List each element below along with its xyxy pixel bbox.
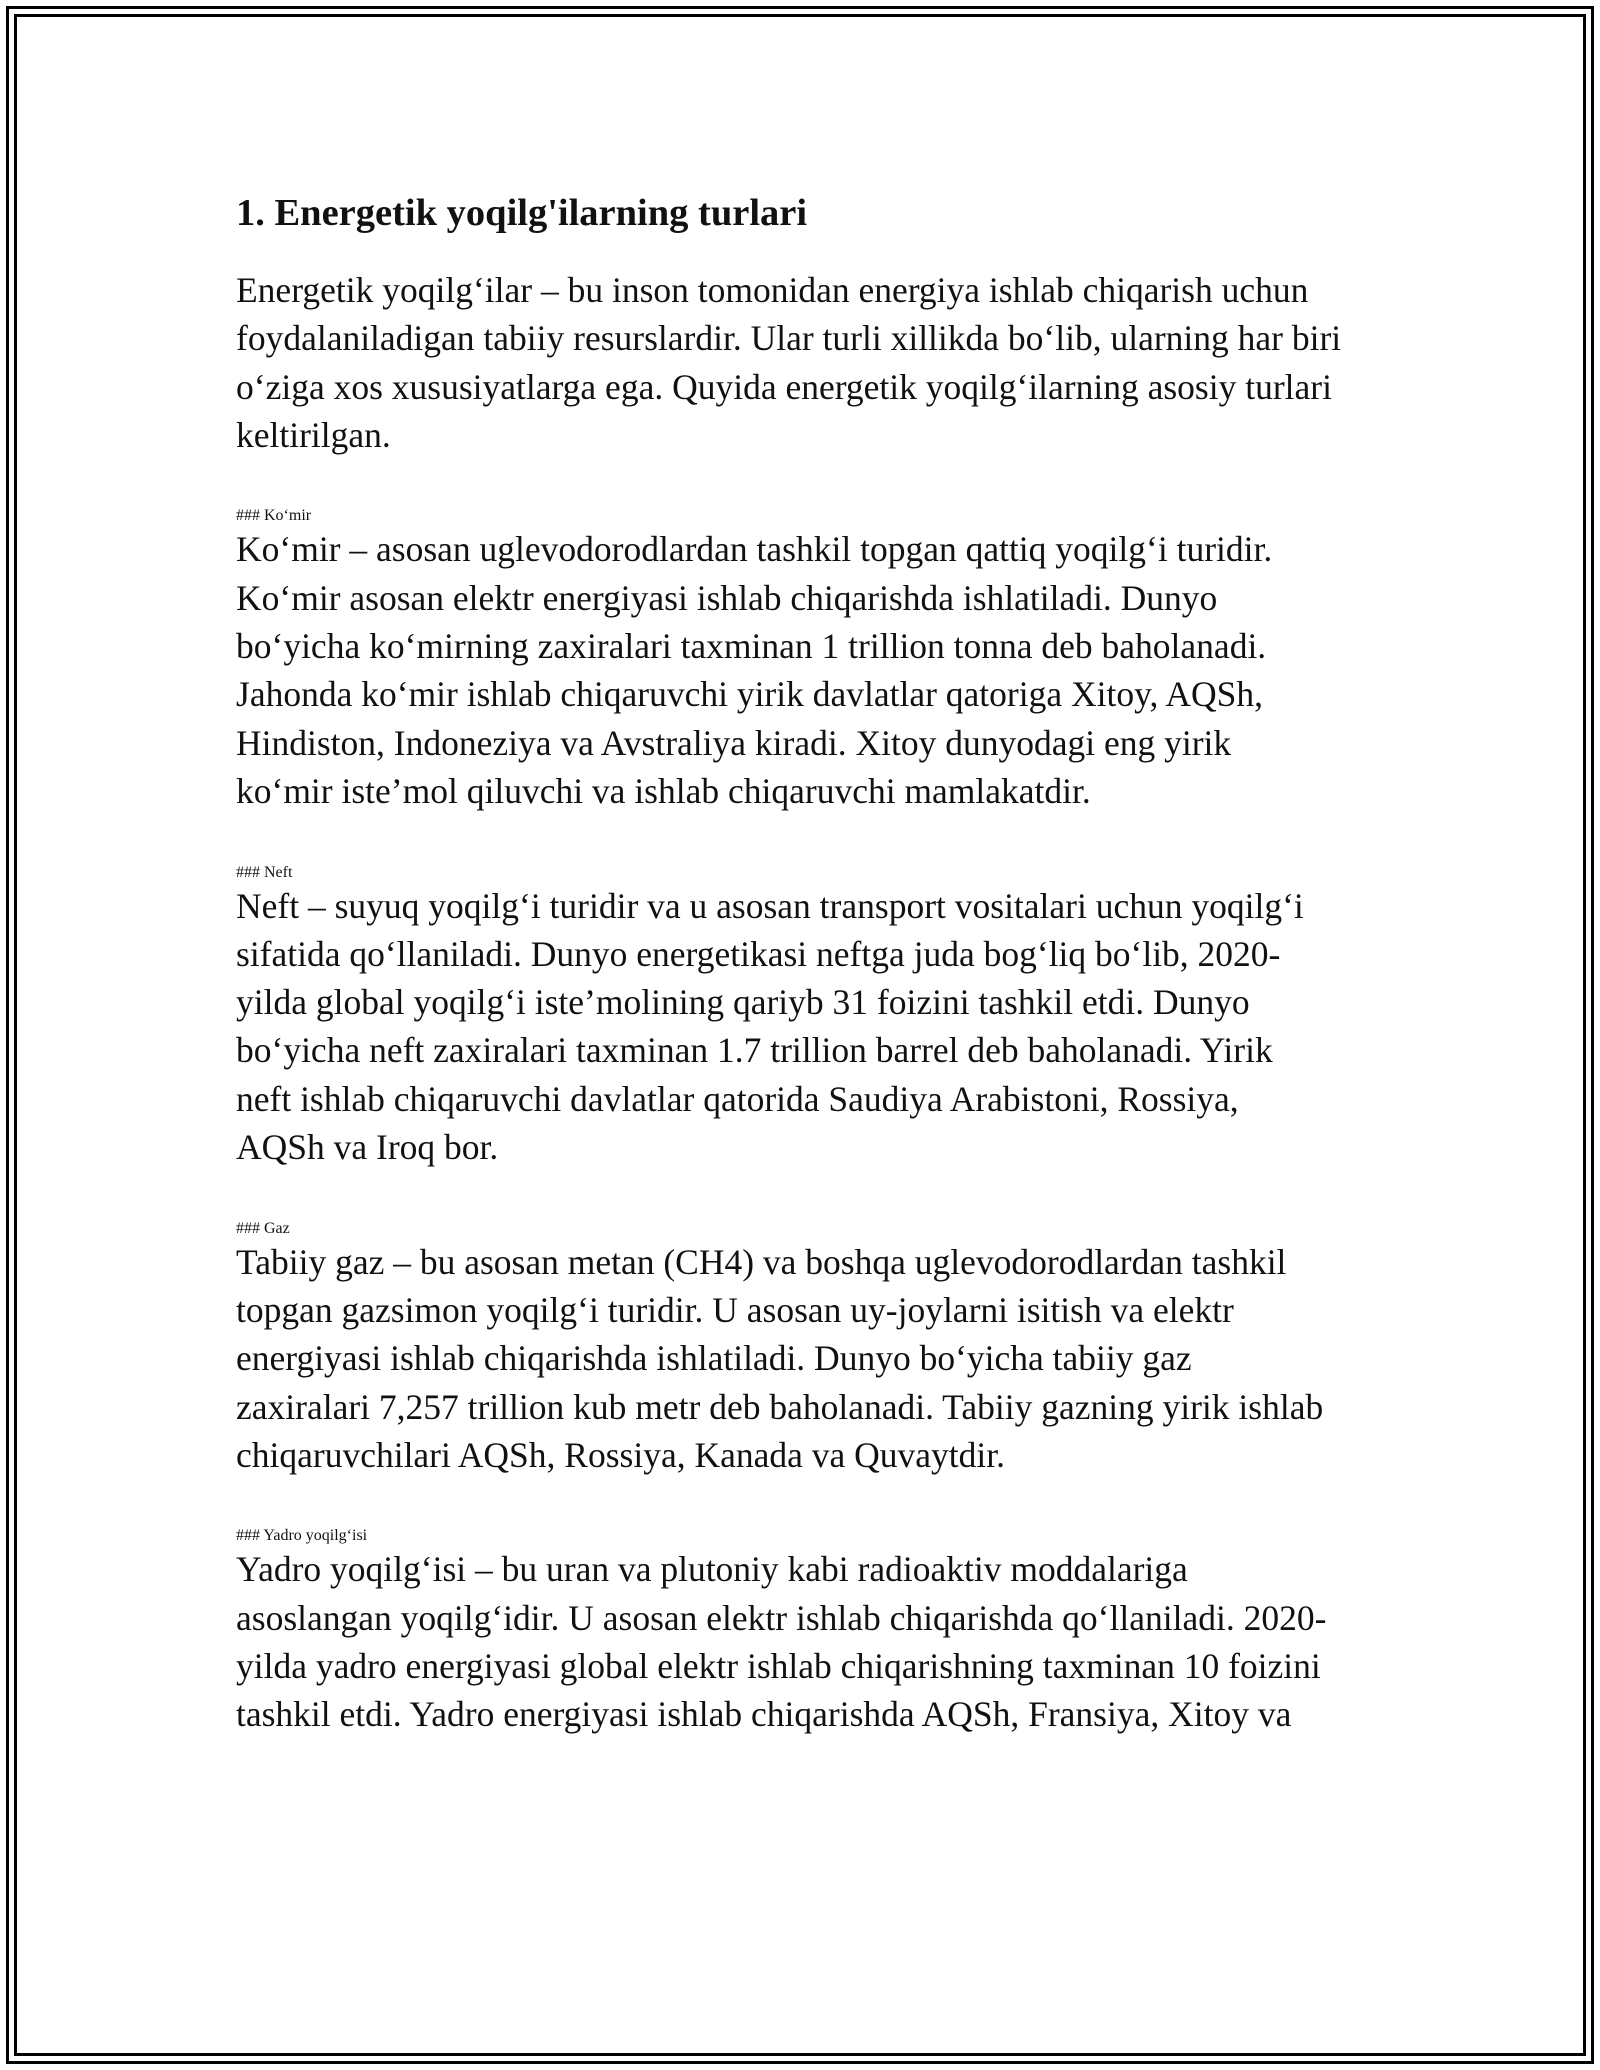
text-line: Ko‘mir asosan elektr energiyasi ishlab chiqarishda ishlatiladi. Dunyo [236, 577, 1218, 618]
section-heading: ### Gaz [236, 1219, 290, 1237]
text-line: topgan gazsimon yoqilg‘i turidir. U asosan uy-joylarni isitish va elektr [236, 1289, 1234, 1330]
text-line: Jahonda ko‘mir ishlab chiqaruvchi yirik davlatlar qatoriga Xitoy, AQSh, [236, 674, 1263, 715]
text-line: ko‘mir iste’mol qiluvchi va ishlab chiqaruvchi mamlakatdir. [236, 770, 1091, 811]
text-line: Neft – suyuq yoqilg‘i turidir va u asosan transport vositalari uchun yoqilg‘i [236, 885, 1304, 926]
text-line: yilda global yoqilg‘i iste’molining qariyb 31 foizini tashkil etdi. Dunyo [236, 982, 1250, 1023]
text-line: sifatida qo‘llaniladi. Dunyo energetikasi neftga juda bog‘liq bo‘lib, 2020- [236, 933, 1281, 974]
text-line: asoslangan yoqilg‘idir. U asosan elektr ishlab chiqarishda qo‘llaniladi. 2020- [236, 1597, 1327, 1638]
section-gaz [236, 1220, 1366, 1479]
intro-paragraph: Energetik yoqilg‘ilar – bu inson tomonidan energiya ishlab chiqarish uchun foydalaniladigan tabiiy resurslardir. Ular turli xillikda bo‘lib, ularning har biri o‘ziga xos xususiyatlarga ega. Quyida energetik yoqilg‘ilarning asosiy turlari keltirilgan. [236, 270, 1342, 455]
text-line: zaxiralari 7,257 trillion kub metr deb baholanadi. Tabiiy gazning yirik ishlab [236, 1386, 1324, 1427]
text-line: yilda yadro energiyasi global elektr ishlab chiqarishning taxminan 10 foizini [236, 1646, 1321, 1687]
text-line: tashkil etdi. Yadro energiyasi ishlab chiqarishda AQSh, Fransiya, Xitoy va [236, 1694, 1292, 1735]
section-heading: ### Ko‘mir [236, 507, 312, 525]
section-text [236, 882, 1366, 1172]
section-neft [236, 864, 1366, 1172]
text-line: energiyasi ishlab chiqarishda ishlatiladi. Dunyo bo‘yicha tabiiy gaz [236, 1338, 1192, 1379]
section-yadro [236, 1527, 1366, 1738]
text-line: chiqaruvchilari AQSh, Rossiya, Kanada va Quvaytdir. [236, 1434, 1006, 1475]
text-line: bo‘yicha neft zaxiralari taxminan 1.7 trillion barrel deb baholanadi. Yirik [236, 1030, 1273, 1071]
text-line: Tabiiy gaz – bu asosan metan (CH4) va boshqa uglevodorodlardan tashkil [236, 1241, 1287, 1282]
section-text [236, 1238, 1366, 1479]
document-title: 1. Energetik yoqilg'ilarning turlari [236, 192, 808, 234]
section-text [236, 525, 1366, 815]
text-line: Ko‘mir – asosan uglevodorodlardan tashkil topgan qattiq yoqilg‘i turidir. [236, 529, 1273, 570]
text-line: bo‘yicha ko‘mirning zaxiralari taxminan 1 trillion tonna deb baholanadi. [236, 626, 1267, 667]
text-line: neft ishlab chiqaruvchi davlatlar qatorida Saudiya Arabistoni, Rossiya, [236, 1078, 1239, 1119]
section-heading: ### Yadro yoqilg‘isi [236, 1527, 368, 1545]
section-heading: ### Neft [236, 863, 293, 881]
document-body [236, 186, 1366, 1739]
section-komir [236, 507, 1366, 815]
text-line: Yadro yoqilg‘isi – bu uran va plutoniy kabi radioaktiv moddalariga [236, 1549, 1188, 1590]
text-line: AQSh va Iroq bor. [236, 1127, 499, 1168]
section-text [236, 1545, 1366, 1738]
text-line: Hindiston, Indoneziya va Avstraliya kiradi. Xitoy dunyodagi eng yirik [236, 722, 1232, 763]
